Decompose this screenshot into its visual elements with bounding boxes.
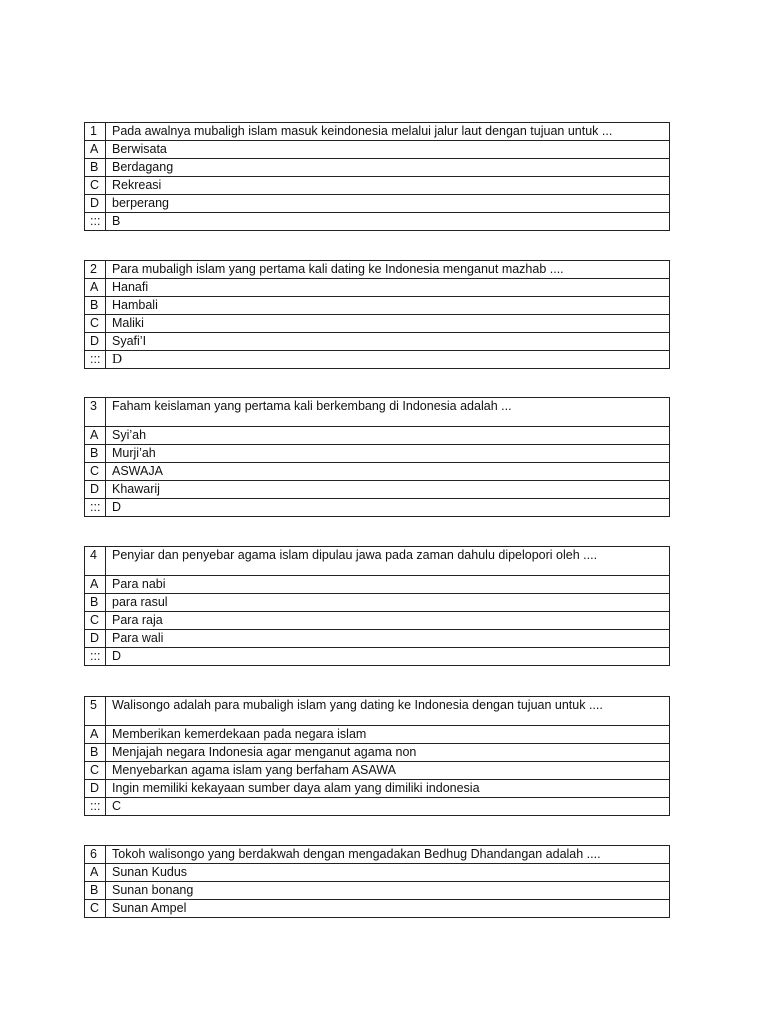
- option-text: para rasul: [106, 594, 670, 612]
- question-number: 4: [85, 547, 106, 576]
- option-key: A: [85, 427, 106, 445]
- question-text: Faham keislaman yang pertama kali berkembang di Indonesia adalah ...: [106, 398, 670, 427]
- option-text: Para nabi: [106, 576, 670, 594]
- option-row: [85, 427, 670, 445]
- option-row: [85, 900, 670, 918]
- option-row: [85, 463, 670, 481]
- question-number: 6: [85, 846, 106, 864]
- option-text: Maliki: [106, 315, 670, 333]
- option-row: [85, 177, 670, 195]
- option-text: Sunan Kudus: [106, 864, 670, 882]
- option-text: Hanafi: [106, 279, 670, 297]
- answer-row: [85, 798, 670, 816]
- option-key: B: [85, 744, 106, 762]
- question-table-2: [84, 260, 670, 369]
- question-table-4: [84, 546, 670, 666]
- answer-marker: :::: [85, 213, 106, 231]
- option-key: D: [85, 780, 106, 798]
- question-row: [85, 846, 670, 864]
- option-row: [85, 445, 670, 463]
- answer-marker: :::: [85, 499, 106, 517]
- question-table-5: [84, 696, 670, 816]
- option-key: A: [85, 726, 106, 744]
- option-row: [85, 481, 670, 499]
- option-row: [85, 279, 670, 297]
- option-key: B: [85, 445, 106, 463]
- question-row: [85, 123, 670, 141]
- option-text: Berdagang: [106, 159, 670, 177]
- answer-text: D: [106, 648, 670, 666]
- option-key: C: [85, 612, 106, 630]
- option-key: C: [85, 463, 106, 481]
- option-text: Rekreasi: [106, 177, 670, 195]
- option-row: [85, 612, 670, 630]
- option-key: C: [85, 177, 106, 195]
- option-text: Menyebarkan agama islam yang berfaham ASAWA: [106, 762, 670, 780]
- question-table-6: [84, 845, 670, 918]
- option-row: [85, 594, 670, 612]
- option-key: D: [85, 630, 106, 648]
- option-row: [85, 195, 670, 213]
- question-table-1: [84, 122, 670, 231]
- question-text: Para mubaligh islam yang pertama kali dating ke Indonesia menganut mazhab ....: [106, 261, 670, 279]
- option-text: Para wali: [106, 630, 670, 648]
- question-text: Pada awalnya mubaligh islam masuk keindonesia melalui jalur laut dengan tujuan untuk ...: [106, 123, 670, 141]
- option-text: Syi’ah: [106, 427, 670, 445]
- option-row: [85, 780, 670, 798]
- option-text: berperang: [106, 195, 670, 213]
- option-text: Menjajah negara Indonesia agar menganut agama non: [106, 744, 670, 762]
- option-text: Ingin memiliki kekayaan sumber daya alam yang dimiliki indonesia: [106, 780, 670, 798]
- option-key: C: [85, 762, 106, 780]
- option-key: D: [85, 333, 106, 351]
- option-row: [85, 576, 670, 594]
- option-text: ASWAJA: [106, 463, 670, 481]
- answer-text: B: [106, 213, 670, 231]
- option-text: Syafi’I: [106, 333, 670, 351]
- option-key: D: [85, 481, 106, 499]
- answer-marker: :::: [85, 648, 106, 666]
- question-row: [85, 547, 670, 576]
- option-key: C: [85, 315, 106, 333]
- option-text: Murji’ah: [106, 445, 670, 463]
- question-row: [85, 697, 670, 726]
- option-key: B: [85, 594, 106, 612]
- answer-row: [85, 499, 670, 517]
- option-row: [85, 762, 670, 780]
- option-row: [85, 726, 670, 744]
- question-row: [85, 398, 670, 427]
- question-number: 2: [85, 261, 106, 279]
- answer-row: [85, 648, 670, 666]
- option-text: Khawarij: [106, 481, 670, 499]
- option-row: [85, 159, 670, 177]
- question-text: Penyiar dan penyebar agama islam dipulau jawa pada zaman dahulu dipelopori oleh ....: [106, 547, 670, 576]
- option-row: [85, 315, 670, 333]
- question-text: Walisongo adalah para mubaligh islam yang dating ke Indonesia dengan tujuan untuk ....: [106, 697, 670, 726]
- option-key: D: [85, 195, 106, 213]
- option-key: B: [85, 882, 106, 900]
- option-row: [85, 630, 670, 648]
- answer-marker: :::: [85, 351, 106, 369]
- question-row: [85, 261, 670, 279]
- answer-row: [85, 213, 670, 231]
- option-row: [85, 141, 670, 159]
- question-number: 1: [85, 123, 106, 141]
- option-key: C: [85, 900, 106, 918]
- option-text: Memberikan kemerdekaan pada negara islam: [106, 726, 670, 744]
- option-key: B: [85, 159, 106, 177]
- option-row: [85, 864, 670, 882]
- question-table-3: [84, 397, 670, 517]
- option-row: [85, 333, 670, 351]
- option-key: A: [85, 576, 106, 594]
- option-text: Hambali: [106, 297, 670, 315]
- option-key: A: [85, 864, 106, 882]
- answer-text: C: [106, 798, 670, 816]
- option-row: [85, 882, 670, 900]
- option-row: [85, 744, 670, 762]
- option-text: Berwisata: [106, 141, 670, 159]
- question-number: 5: [85, 697, 106, 726]
- answer-text: D: [106, 351, 670, 369]
- option-text: Para raja: [106, 612, 670, 630]
- option-key: B: [85, 297, 106, 315]
- answer-row: [85, 351, 670, 369]
- answer-text: D: [106, 499, 670, 517]
- answer-marker: :::: [85, 798, 106, 816]
- question-text: Tokoh walisongo yang berdakwah dengan mengadakan Bedhug Dhandangan adalah ....: [106, 846, 670, 864]
- option-key: A: [85, 141, 106, 159]
- option-text: Sunan Ampel: [106, 900, 670, 918]
- question-number: 3: [85, 398, 106, 427]
- option-text: Sunan bonang: [106, 882, 670, 900]
- option-key: A: [85, 279, 106, 297]
- option-row: [85, 297, 670, 315]
